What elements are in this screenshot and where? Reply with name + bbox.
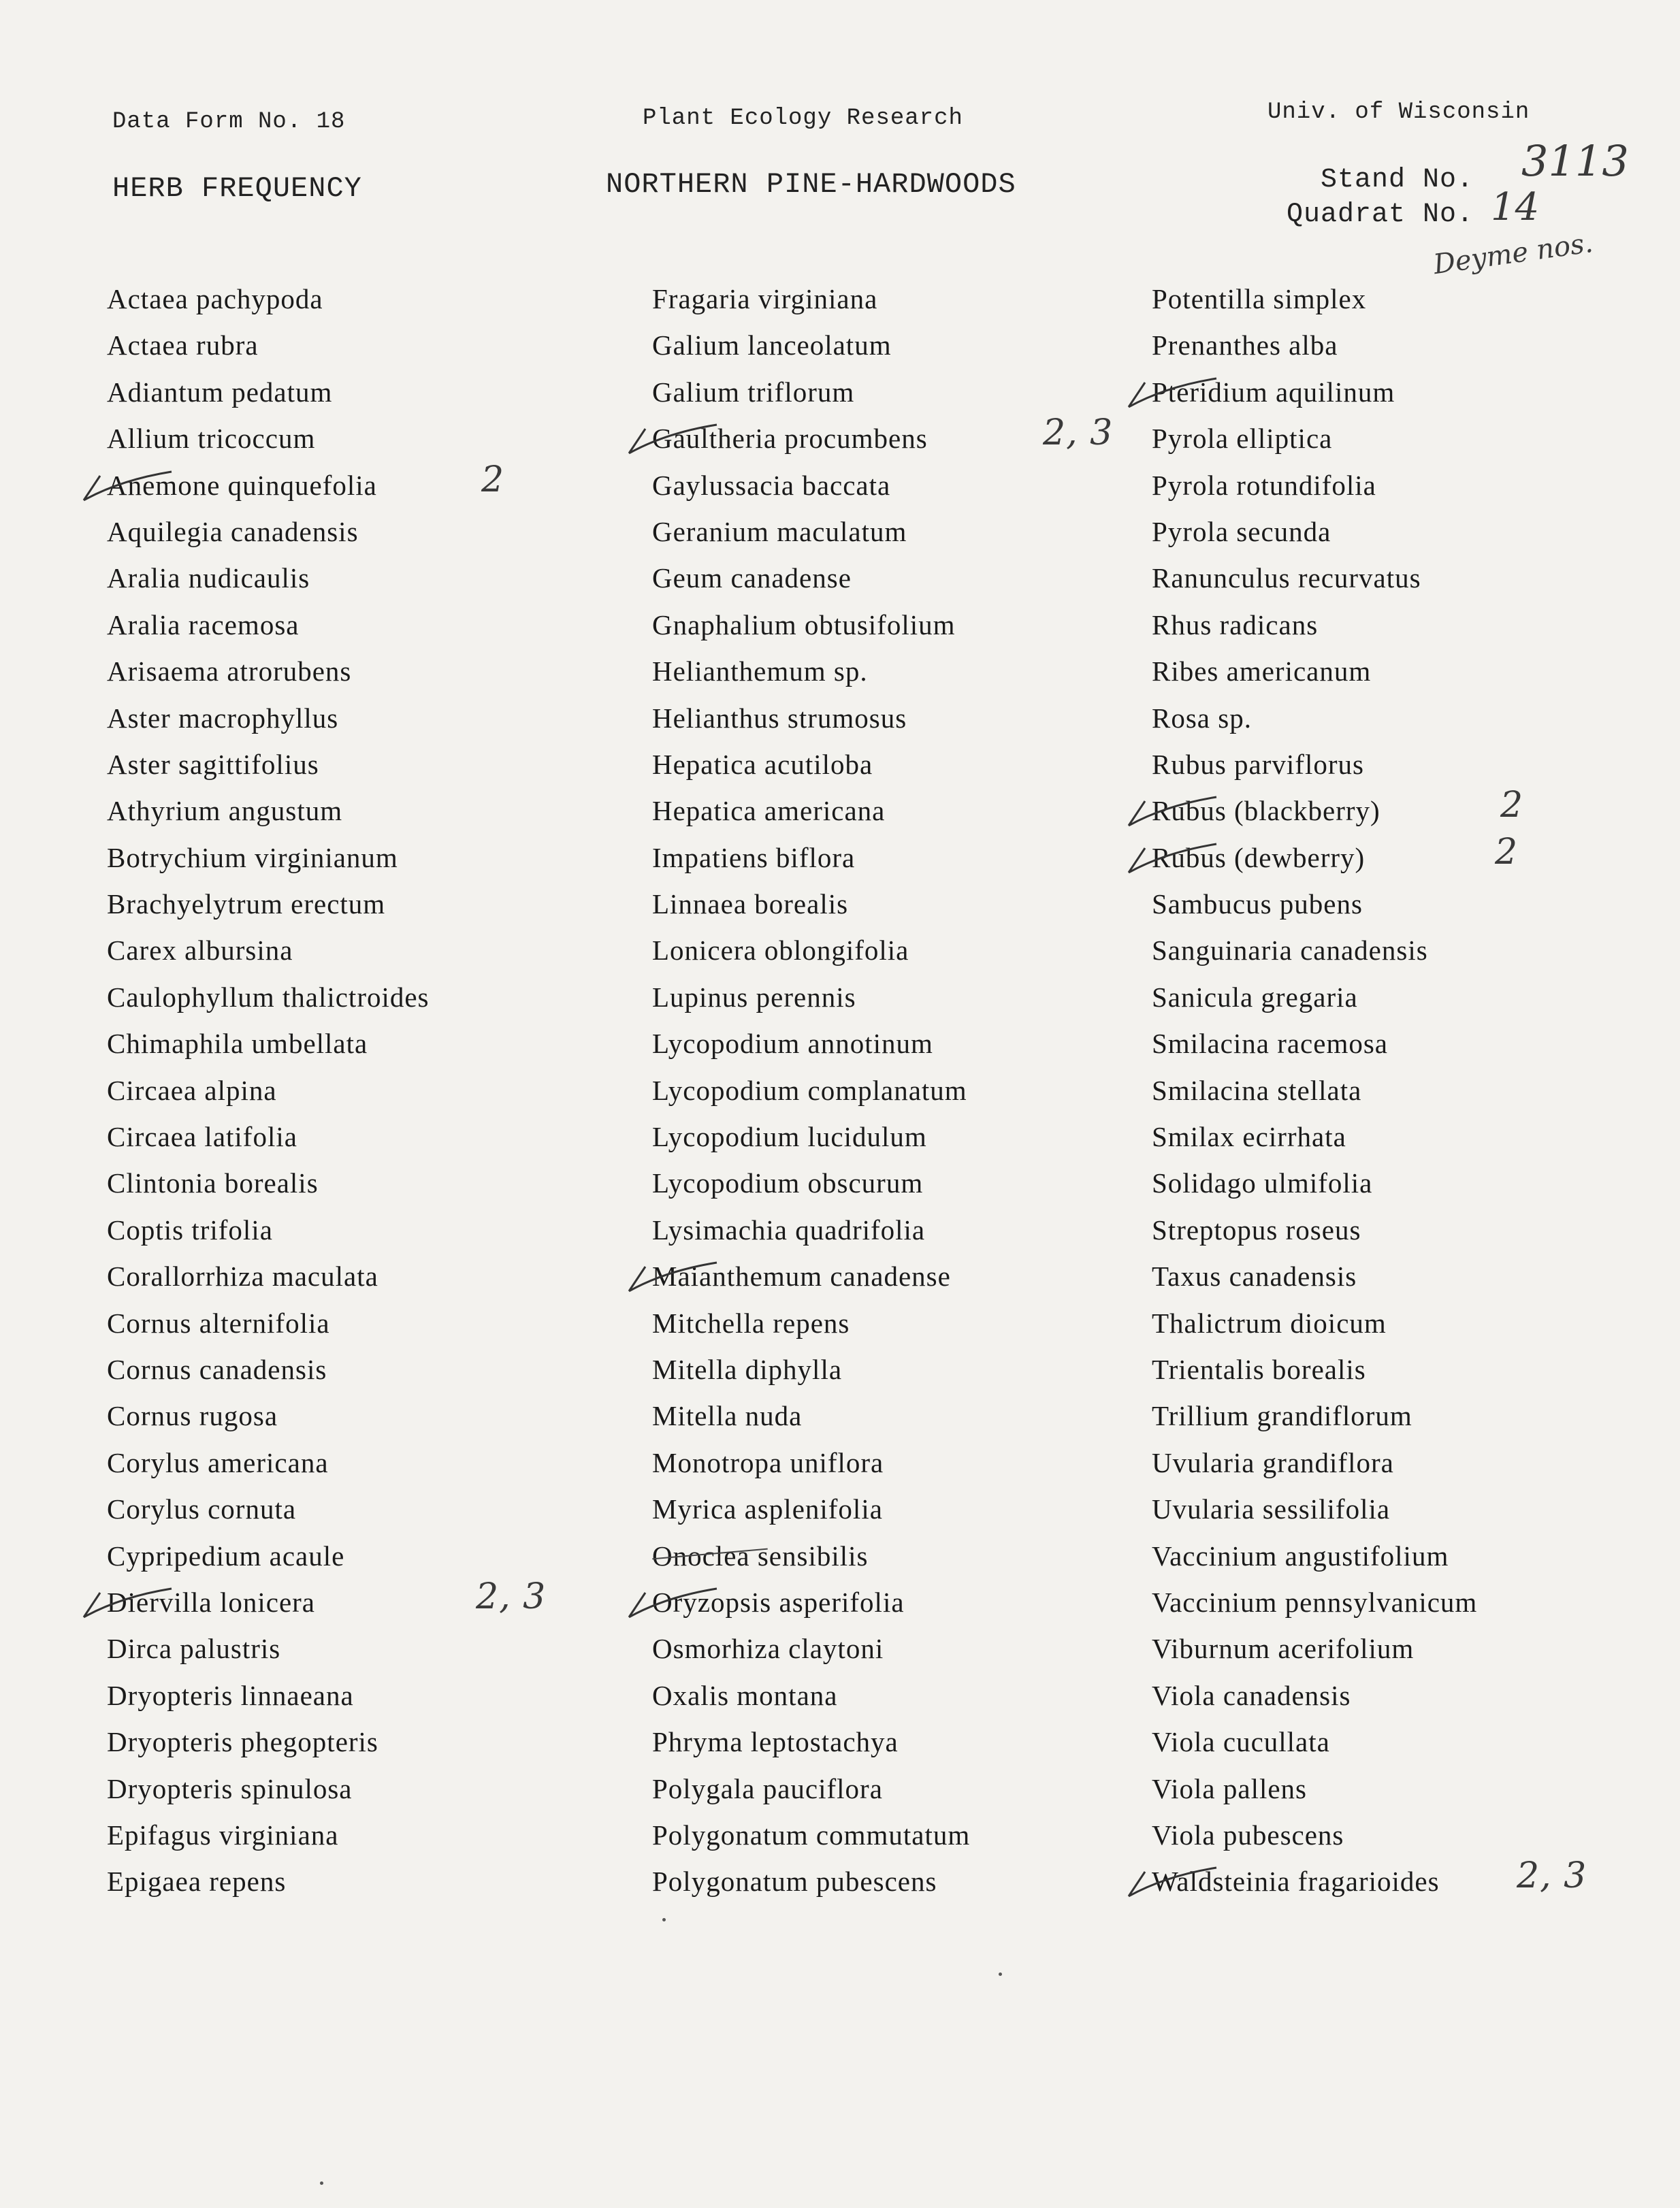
species-row [1152,322,1477,368]
species-row [107,648,430,694]
species-row [1152,415,1477,461]
species-name: Myrica asplenifolia [652,1493,883,1525]
species-name: Actaea rubra [107,329,259,361]
species-row [107,974,430,1020]
species-name: Pyrola secunda [1152,515,1331,547]
species-row [652,1672,970,1719]
frequency-note: 2, 3 [1517,1855,1587,1897]
species-name: Aster macrophyllus [107,702,339,734]
species-row [652,695,970,741]
species-name: Thalictrum dioicum [1152,1307,1387,1339]
species-name: Lonicera oblongifolia [652,935,909,967]
paper-speck [999,1972,1002,1976]
species-name: Lycopodium lucidulum [652,1121,927,1153]
species-name: Rosa sp. [1152,702,1252,734]
species-row [107,555,430,601]
species-row [1152,462,1477,508]
species-row [107,1486,430,1532]
species-row [652,1067,970,1114]
check-mark-icon [80,466,175,504]
check-mark-icon [1125,373,1220,411]
species-name: Gaultheria procumbens [652,423,928,455]
species-name: Pteridium aquilinum [1152,376,1395,408]
species-row [652,1858,970,1904]
species-name: Waldsteinia fragarioides [1152,1866,1440,1898]
species-name: Potentilla simplex [1152,283,1367,314]
species-name: Caulophyllum thalictroides [107,981,430,1013]
species-row [1152,1440,1477,1486]
species-row [1152,741,1477,788]
species-name: Galium lanceolatum [652,329,892,361]
species-row [107,788,430,834]
species-row [107,1625,430,1672]
species-name: Lycopodium annotinum [652,1028,933,1060]
species-row [107,1067,430,1114]
check-mark-icon [1125,792,1220,830]
frequency-note: 2, 3 [476,1576,547,1617]
species-name: Epifagus virginiana [107,1819,339,1851]
species-name: Pyrola rotundifolia [1152,469,1376,501]
species-row [652,412,1114,461]
species-row [1152,555,1477,601]
species-name: Corylus cornuta [107,1493,297,1525]
species-name: Carex albursina [107,935,293,967]
quadrat-number: 14 [1491,185,1540,229]
species-name: Rubus (dewberry) [1152,841,1366,873]
species-row [107,1020,430,1067]
species-row [1152,1253,1477,1299]
species-row [652,834,970,881]
species-name: Lupinus perennis [652,981,856,1013]
species-row [1152,1067,1477,1114]
species-name: Allium tricoccum [107,423,316,455]
species-row [107,1766,430,1812]
species-name: Ribes americanum [1152,655,1372,687]
species-row [1152,785,1524,834]
species-name: Sanicula gregaria [1152,981,1358,1013]
species-row [652,1486,970,1532]
species-row [652,1253,970,1299]
species-name: Viola pubescens [1152,1819,1344,1851]
quadrat-label: Quadrat No. [1287,199,1474,230]
species-name: Mitella nuda [652,1400,803,1432]
species-name: Fragaria virginiana [652,283,878,314]
species-row [107,741,430,788]
species-name: Prenanthes alba [1152,329,1338,361]
species-name: Viola canadensis [1152,1679,1351,1711]
species-row [107,927,430,973]
species-name: Mitella diphylla [652,1353,843,1385]
species-row [652,788,970,834]
species-name: Pyrola elliptica [1152,423,1333,455]
species-row [1152,1766,1477,1812]
species-name: Trientalis borealis [1152,1353,1366,1385]
species-row [652,1440,970,1486]
species-row [1152,1486,1477,1532]
species-row [107,276,430,322]
species-row [107,1672,430,1719]
species-name: Clintonia borealis [107,1167,319,1199]
species-row [652,1719,970,1765]
species-row [652,462,970,508]
check-mark-icon [1125,1862,1220,1900]
species-name: Dryopteris linnaeana [107,1679,354,1711]
species-name: Cornus rugosa [107,1400,278,1432]
frequency-note: 2 [1495,831,1519,873]
species-row [652,1300,970,1346]
species-row [1152,602,1477,648]
species-name: Smilacina racemosa [1152,1028,1389,1060]
species-row [1152,1625,1477,1672]
species-row [1152,927,1477,973]
species-name: Polygonatum commutatum [652,1819,971,1851]
species-name: Athyrium angustum [107,795,343,827]
species-name: Smilacina stellata [1152,1074,1362,1106]
check-mark-icon [625,1583,720,1621]
species-name: Oxalis montana [652,1679,838,1711]
species-row [107,1533,430,1579]
species-row [1152,1579,1477,1625]
species-row [107,602,430,648]
species-row [1152,648,1477,694]
species-name: Galium triflorum [652,376,855,408]
species-row [652,1766,970,1812]
species-row [107,1858,430,1904]
frequency-note: 2, 3 [1043,412,1114,454]
species-name: Osmorhiza claytoni [652,1633,884,1665]
species-name: Arisaema atrorubens [107,655,352,687]
species-row [652,1625,970,1672]
species-name: Corylus americana [107,1446,329,1478]
species-name: Aralia racemosa [107,608,300,640]
species-row [652,927,970,973]
species-row [652,1393,970,1439]
frequency-note: 2 [481,459,505,500]
species-row [1152,1393,1477,1439]
species-row [1152,1533,1477,1579]
species-name: Circaea latifolia [107,1121,297,1153]
species-name: Actaea pachypoda [107,283,323,314]
species-name: Lycopodium complanatum [652,1074,967,1106]
species-row [107,322,430,368]
species-name: Ranunculus recurvatus [1152,562,1421,594]
species-name: Geum canadense [652,562,852,594]
species-name: Botrychium virginianum [107,841,398,873]
species-row [1152,1812,1477,1858]
species-row [1152,881,1477,927]
species-row [107,881,430,927]
species-name: Trillium grandiflorum [1152,1400,1412,1432]
species-row [1152,276,1477,322]
species-row [652,1160,970,1206]
species-row [1152,1160,1477,1206]
species-row [1152,1672,1477,1719]
species-name: Uvularia grandiflora [1152,1446,1394,1478]
species-row [652,1020,970,1067]
species-row [107,1393,430,1439]
species-row [652,322,970,368]
species-row [1152,974,1477,1020]
species-row [652,1533,970,1579]
species-name: Dryopteris spinulosa [107,1772,353,1804]
species-row [652,648,970,694]
species-row [107,1346,430,1393]
species-row [107,1114,430,1160]
species-name: Lycopodium obscurum [652,1167,924,1199]
species-name: Onoclea sensibilis [652,1540,869,1572]
stand-number: 3113 [1521,136,1629,186]
species-row [107,1812,430,1858]
frequency-note: 2 [1500,785,1524,826]
species-name: Polygonatum pubescens [652,1866,937,1898]
species-name: Lysimachia quadrifolia [652,1214,926,1246]
species-name: Coptis trifolia [107,1214,273,1246]
species-name: Smilax ecirrhata [1152,1121,1346,1153]
species-name: Epigaea repens [107,1866,287,1898]
community-title: NORTHERN PINE-HARDWOODS [606,168,1016,201]
species-name: Anemone quinquefolia [107,469,377,501]
species-row [652,369,970,415]
species-name: Cornus alternifolia [107,1307,330,1339]
species-name: Maianthemum canadense [652,1261,951,1293]
species-name: Corallorrhiza maculata [107,1261,378,1293]
species-name: Brachyelytrum erectum [107,888,386,920]
species-name: Aquilegia canadensis [107,515,359,547]
species-name: Geranium maculatum [652,515,907,547]
species-name: Linnaea borealis [652,888,849,920]
species-row [1152,508,1477,555]
species-name: Mitchella repens [652,1307,850,1339]
check-mark-icon [1125,839,1220,877]
species-row [1152,1855,1587,1904]
species-row [107,1719,430,1765]
species-row [1152,1346,1477,1393]
species-row [652,508,970,555]
species-name: Viola cucullata [1152,1726,1330,1758]
species-name: Dryopteris phegopteris [107,1726,378,1758]
species-row [107,508,430,555]
species-name: Polygala pauciflora [652,1772,883,1804]
university: Univ. of Wisconsin [1267,99,1530,125]
species-name: Cypripedium acaule [107,1540,345,1572]
species-column-3 [1152,276,1587,1905]
species-name: Vaccinium angustifolium [1152,1540,1449,1572]
check-mark-icon [625,1257,720,1295]
species-row [107,1160,430,1206]
species-row [652,1812,970,1858]
species-row [1152,1719,1477,1765]
species-row [1152,1020,1477,1067]
species-row [652,1579,970,1625]
species-name: Vaccinium pennsylvanicum [1152,1586,1478,1618]
species-column-2 [652,276,1114,1905]
species-name: Rubus parviflorus [1152,748,1364,780]
species-name: Aster sagittifolius [107,748,319,780]
paper-speck [320,2181,323,2185]
species-row [1152,1207,1477,1253]
species-name: Circaea alpina [107,1074,277,1106]
check-mark-icon [80,1583,175,1621]
species-name: Gaylussacia baccata [652,469,891,501]
form-title: HERB FREQUENCY [112,172,362,205]
species-row [107,1576,547,1625]
species-name: Impatiens biflora [652,841,856,873]
species-name: Rubus (blackberry) [1152,795,1380,827]
species-name: Streptopus roseus [1152,1214,1361,1246]
species-row [107,1207,430,1253]
species-row [652,974,970,1020]
species-row [1152,695,1477,741]
species-name: Hepatica acutiloba [652,748,873,780]
species-row [107,695,430,741]
species-row [652,276,970,322]
species-name: Uvularia sessilifolia [1152,1493,1391,1525]
species-row [107,1253,430,1299]
organization: Plant Ecology Research [643,105,963,131]
species-name: Aralia nudicaulis [107,562,310,594]
species-name: Gnaphalium obtusifolium [652,608,956,640]
species-name: Viola pallens [1152,1772,1308,1804]
species-row [1152,1114,1477,1160]
paper-speck [662,1918,666,1921]
species-name: Viburnum acerifolium [1152,1633,1415,1665]
species-name: Oryzopsis asperifolia [652,1586,905,1618]
species-name: Cornus canadensis [107,1353,327,1385]
species-name: Sambucus pubens [1152,888,1363,920]
species-name: Helianthemum sp. [652,655,868,687]
species-name: Sanguinaria canadensis [1152,935,1428,967]
species-row [652,881,970,927]
species-name: Taxus canadensis [1152,1261,1357,1293]
species-column-1 [107,276,547,1905]
species-name: Hepatica americana [652,795,886,827]
species-row [107,1440,430,1486]
species-row [652,741,970,788]
species-name: Phryma leptostachya [652,1726,899,1758]
species-name: Adiantum pedatum [107,376,333,408]
species-name: Helianthus strumosus [652,702,907,734]
species-row [652,1346,970,1393]
species-row [652,1114,970,1160]
species-row [107,415,430,461]
species-name: Solidago ulmifolia [1152,1167,1373,1199]
species-name: Monotropa uniflora [652,1446,884,1478]
quadrat-note: Deyme nos. [1431,227,1595,281]
species-row [1152,369,1477,415]
species-row [1152,831,1519,881]
species-name: Rhus radicans [1152,608,1319,640]
stand-label: Stand No. [1321,165,1474,195]
species-row [652,1207,970,1253]
species-row [107,834,430,881]
species-row [652,555,970,601]
species-row [107,1300,430,1346]
species-name: Diervilla lonicera [107,1586,316,1618]
check-mark-icon [625,419,720,457]
species-name: Chimaphila umbellata [107,1028,368,1060]
species-row [652,602,970,648]
species-name: Dirca palustris [107,1633,281,1665]
form-number: Data Form No. 18 [112,109,346,135]
species-row [107,459,505,508]
species-row [107,369,430,415]
species-row [1152,1300,1477,1346]
